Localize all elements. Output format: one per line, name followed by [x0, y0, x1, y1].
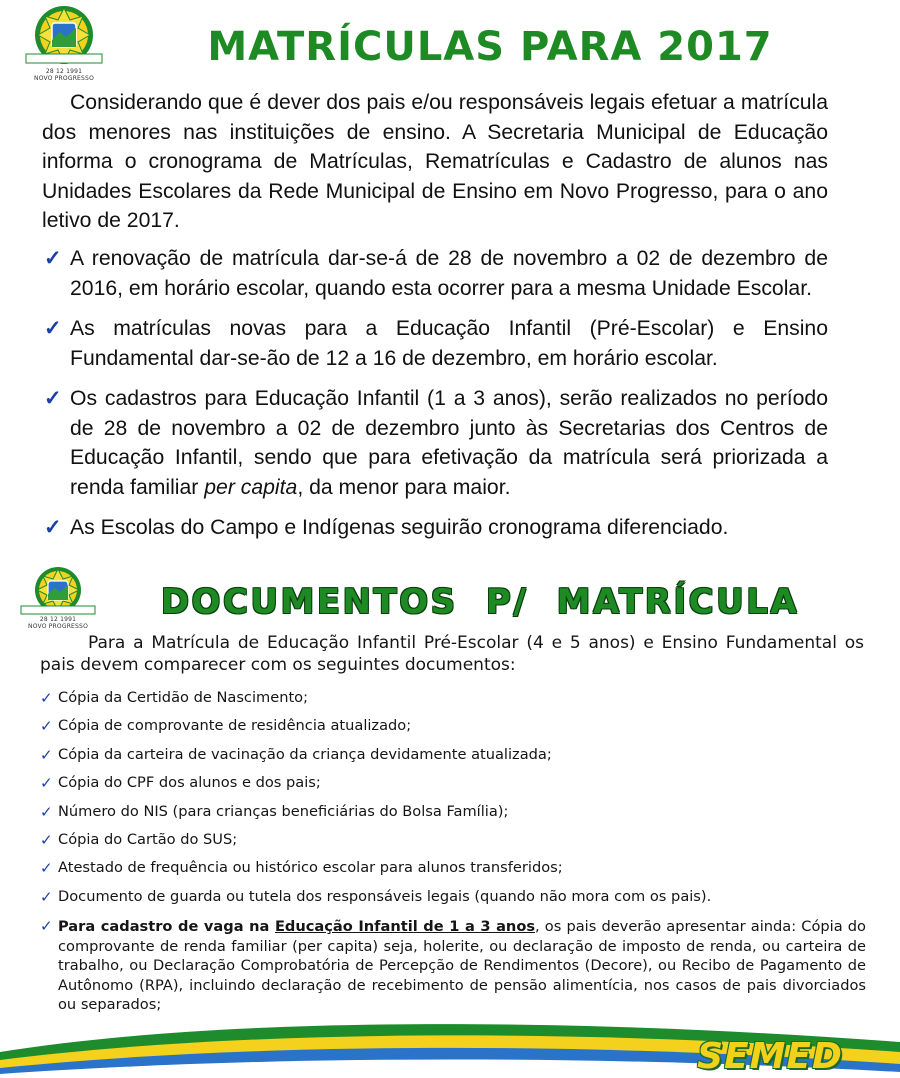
list-item: [40, 883, 866, 911]
item-text: As Escolas do Campo e Indígenas seguirão cronograma diferenciado.: [70, 516, 729, 539]
checkmark-icon: ✓: [44, 247, 62, 270]
seal-name: NOVO PROGRESSO: [28, 623, 88, 630]
list-item: [40, 854, 866, 882]
page-title: MATRÍCULAS PARA 2017: [207, 24, 773, 70]
item-text: Número do NIS (para crianças beneficiárias do Bolsa Família);: [58, 802, 509, 820]
list-item: [42, 513, 828, 543]
item-text-tail: , da menor para maior.: [297, 475, 511, 499]
item-text: Cópia da Certidão de Nascimento;: [58, 689, 309, 706]
checkmark-icon: ✓: [40, 745, 53, 764]
list-item: [40, 684, 866, 712]
list-item: [40, 798, 866, 826]
checkmark-icon: ✓: [40, 887, 53, 906]
item-underlined-text: Educação Infantil de 1 a 3 anos: [274, 918, 536, 936]
schedule-list: [42, 244, 828, 554]
intro-paragraph: Considerando que é dever dos pais e/ou responsáveis legais efetuar a matrícula dos menores nas instituições de ensino. A Secretaria Municipal de Educação informa o cronograma de Matrículas, Rematrículas e Cadastro de alunos nas Unidades Escolares da Rede Municipal de Ensino em Novo Progresso, para o ano letivo de 2017.: [42, 91, 828, 232]
semed-logo: SEMED: [697, 1036, 843, 1077]
item-text: Cópia da carteira de vacinação da criança devidamente atualizada;: [58, 745, 552, 763]
checkmark-icon: ✓: [40, 917, 53, 936]
item-text: Documento de guarda ou tutela dos responsáveis legais (quando não mora com os pais).: [58, 887, 712, 905]
seal-dates: 28 12 1991: [39, 616, 77, 623]
item-emphasis: per capita: [204, 475, 298, 499]
list-item: [42, 314, 828, 373]
list-item: [40, 917, 866, 1015]
seal-name: NOVO PROGRESSO: [34, 75, 94, 82]
item-text: As matrículas novas para a Educação Infantil (Pré-Escolar) e Ensino Fundamental dar-se-ão de 12 a 16 de dezembro, em horário escolar.: [70, 317, 828, 370]
section-title: DOCUMENTOS P/ MATRÍCULA: [160, 582, 800, 622]
municipal-seal-icon: [15, 566, 101, 630]
item-text: Atestado de frequência ou histórico escolar para alunos transferidos;: [58, 859, 563, 877]
checkmark-icon: ✓: [44, 317, 62, 340]
seal-dates: 28 12 1991: [45, 68, 83, 75]
item-bold-text: Para cadastro de vaga na: [58, 918, 275, 936]
list-item: [40, 769, 866, 797]
list-item: [42, 384, 828, 502]
checkmark-icon: ✓: [40, 717, 53, 736]
documents-intro: Para a Matrícula de Educação Infantil Pré-Escolar (4 e 5 anos) e Ensino Fundamental os pais devem comparecer com os seguintes documentos:: [40, 633, 864, 675]
item-text: , os pais deverão apresentar ainda: Cópia do comprovante de renda familiar (per capita) seja, holerite, ou declaração de imposto de renda, ou carteira de trabalho, ou Declaração Comprobatória de Percepção de Rendimentos (Decore), ou Recibo de Pagamento de Autônomo (RPA), incluindo declaração de recebimento de pensão alimentícia, nos casos de pais divorciados ou separados;: [58, 918, 866, 1014]
item-text: Cópia do Cartão do SUS;: [58, 831, 238, 849]
item-text: Cópia do CPF dos alunos e dos pais;: [58, 774, 321, 792]
list-item: [40, 826, 866, 854]
item-text: A renovação de matrícula dar-se-á de 28 de novembro a 02 de dezembro de 2016, em horário escolar, quando esta ocorrer para a mesma Unidade Escolar.: [70, 247, 828, 300]
item-text: Os cadastros para Educação Infantil (1 a 3 anos), serão realizados no período de 28 de novembro a 02 de dezembro junto às Secretarias dos Centros de Educação Infantil, sendo que para efetivação da matrícula será priorizada a renda familiar: [70, 387, 828, 499]
item-text: Cópia de comprovante de residência atualizado;: [58, 717, 412, 735]
municipal-seal-icon: [18, 4, 110, 82]
checkmark-icon: ✓: [40, 689, 53, 707]
checkmark-icon: ✓: [44, 516, 62, 539]
checkmark-icon: ✓: [40, 774, 53, 793]
checkmark-icon: ✓: [40, 802, 53, 821]
list-item: [40, 741, 866, 769]
checkmark-icon: ✓: [40, 859, 53, 878]
checkmark-icon: ✓: [44, 387, 62, 410]
checkmark-icon: ✓: [40, 831, 53, 850]
documents-list: [40, 684, 866, 1015]
list-item: [40, 712, 866, 740]
list-item: [42, 244, 828, 303]
